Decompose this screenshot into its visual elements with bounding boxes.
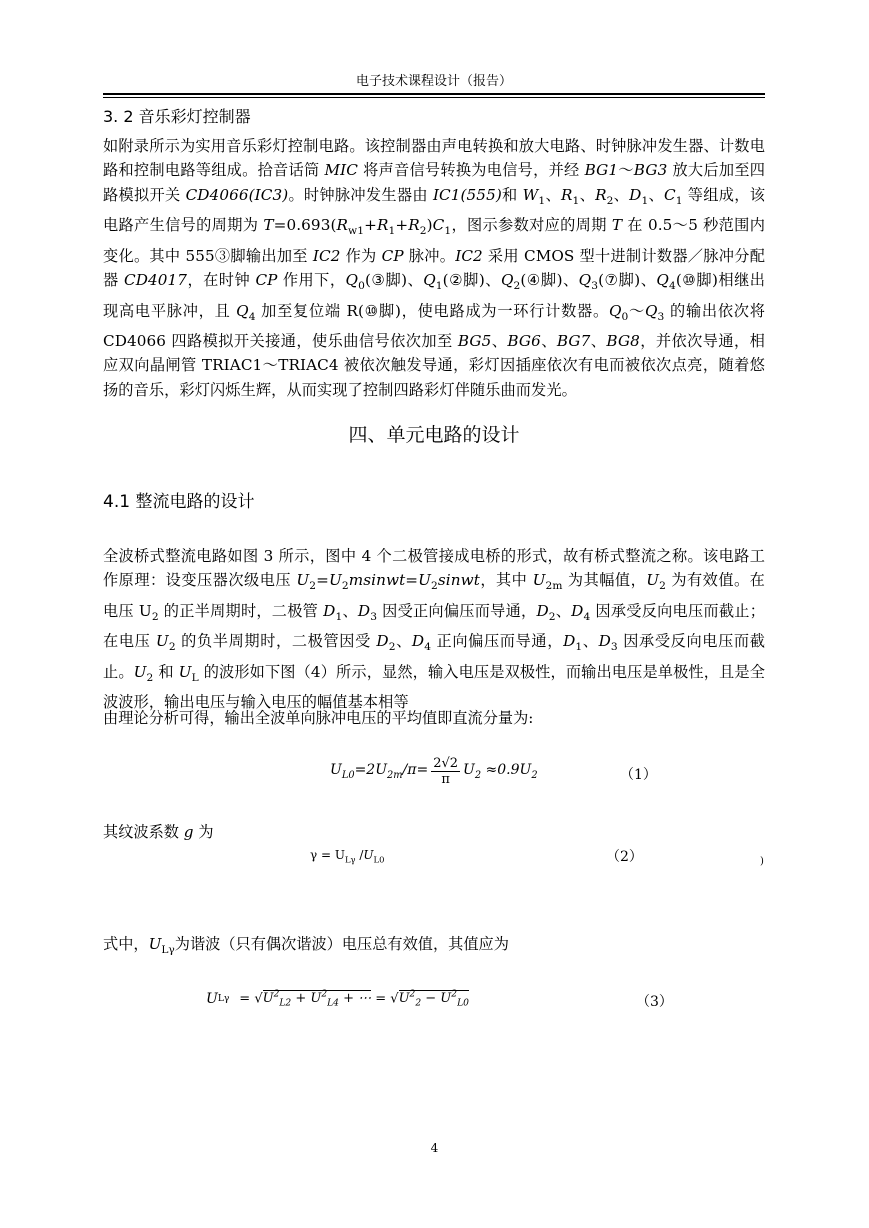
section-3-2-paragraph: 如附录所示为实用音乐彩灯控制电路。该控制器由声电转换和放大电路、时钟脉冲发生器、计数电路和控制电路等组成。拾音话筒 MIC 将声音信号转换为电信号，并经 BG1～BG3 放大后加至四路模拟开关 CD4066(IC3)。时钟脉冲发生器由 IC1(555)和 $W_1$、$R_1$、$R_2$、$D_1$、$C_1$ 等组成，该电路产生信号的周期为 $T=0.693(R_{w1}+R_1+R_2)C_1$，图示参数对应的周期 T 在 0.5～5 秒范围内变化。其中 555③脚输出加至 IC2 作为 CP 脉冲。IC2 采用 CMOS 型十进制计数器／脉冲分配器 CD4017，在时钟 CP 作用下，$Q_0(③$脚)、$Q_1(②$脚)、$Q_2(④$脚)、$Q_3(⑦$脚)、$Q_4(⑩$脚)相继出现高电平脉冲，且 $Q_4$ 加至复位端 R(⑩脚)，使电路成为一环行计数器。$Q_0\sim Q_3$ 的输出依次将 CD4066 四路模拟开关接通，使乐曲信号依次加至 BG5、BG6、BG7、BG8，并依次导通，相应双向晶闸管 TRIAC1～TRIAC4 被依次触发导通，彩灯因插座依次有电而被依次点亮，随着悠扬的音乐，彩灯闪烁生辉，从而实现了控制四路彩灯伴随乐曲而发光。 bbox=[103, 137, 766, 399]
equation-1-number: （1） bbox=[620, 767, 657, 783]
page-header: 电子技术课程设计（报告） bbox=[355, 74, 512, 89]
page-number: 4 bbox=[430, 1141, 439, 1155]
chapter-4-title: 四、单元电路的设计 bbox=[348, 424, 520, 446]
equation-2: $\gamma = U_{L\gamma}$ $/U_{L0}$ bbox=[310, 848, 385, 865]
eq3-intro: 式中，$U_{L\gamma}$为谐波（只有偶次谐波）电压总有效值，其值应为 bbox=[103, 935, 509, 957]
section-4-1-paragraph: 全波桥式整流电路如图 3 所示，图中 4 个二极管接成电桥的形式，故有桥式整流之称。该电路工作原理：设变压器次级电压 $U_2=U_2msinwt=U_2sinwt$，其中 $U_{2m}$ 为其幅值，$U_2$ 为有效值。在电压 $U_2$ 的正半周期时，二极管 $D_1$、$D_3$ 因受正向偏压而导通，$D_2$、$D_4$ 因承受反向电压而截止；在电压 $U_2$ 的负半周期时，二极管因受 $D_2$、$D_4$ 正向偏压而导通，$D_1$、$D_3$ 因承受反向电压而截止。$U_2$ 和 $U_L$ 的波形如下图（4）所示，显然，输入电压是双极性，而输出电压是单极性，且是全波波形，输出电压与输入电压的幅值基本相等 bbox=[103, 547, 766, 712]
header-rule-thick bbox=[103, 93, 765, 95]
equation-2-number: （2） bbox=[606, 849, 643, 865]
eq2-intro: 其纹波系数 g 为 bbox=[103, 823, 214, 841]
equation-2-mark: ) bbox=[760, 856, 764, 867]
header-rule-thin bbox=[103, 97, 765, 98]
section-4-1-heading: 4.1 整流电路的设计 bbox=[103, 492, 255, 512]
equation-1: $U_{L0}=2U_{2m}/\pi=$ $\frac{2√2}{\pi}$ $U_2 \approx 0.9U_2$ bbox=[330, 756, 538, 787]
eq1-intro: 由理论分析可得，输出全波单向脉冲电压的平均值即直流分量为: bbox=[103, 709, 534, 727]
section-3-2-heading: 3. 2 音乐彩灯控制器 bbox=[103, 107, 251, 126]
equation-3: U Lγ = $√U^2_{L2} + U^2_{L4}$ + ⋯ = $√U^2_2 - U^2_{L0}$ bbox=[206, 990, 469, 1009]
equation-3-number: （3） bbox=[636, 994, 673, 1010]
